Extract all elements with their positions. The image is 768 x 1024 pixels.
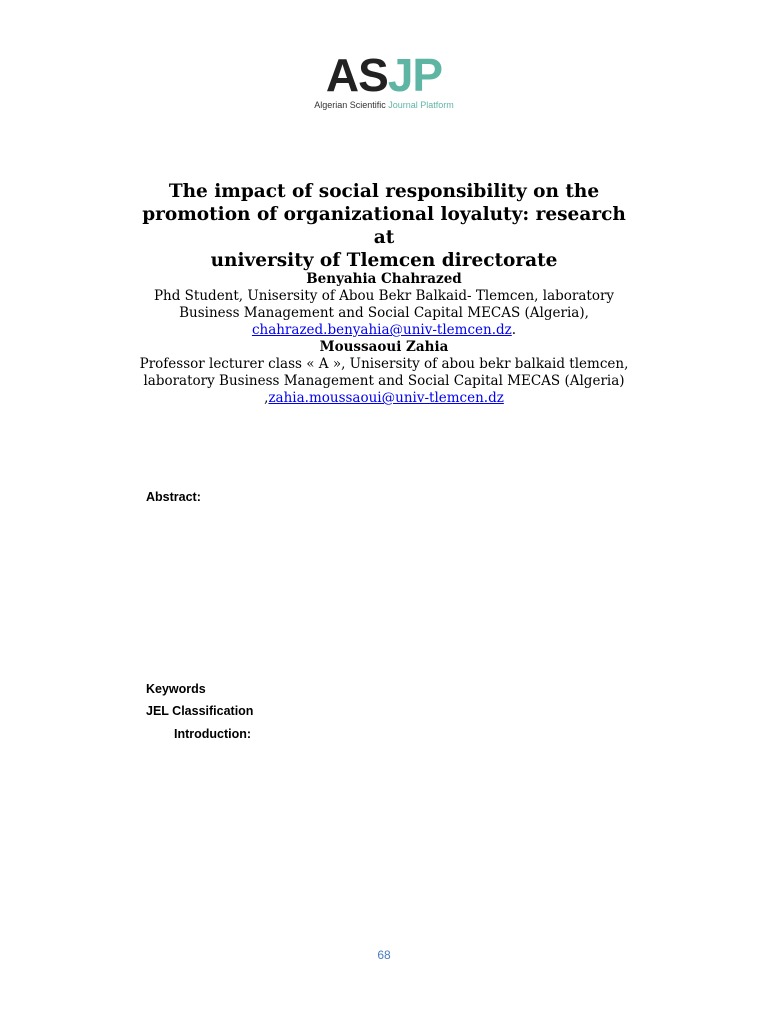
author-email-line <box>120 390 648 407</box>
author-affiliation: Professor lecturer class « A », Unisersity of abou bekr balkaid tlemcen, <box>139 356 629 372</box>
author-name: Moussaoui Zahia <box>319 339 449 355</box>
title-line-1: The impact of social responsibility on the <box>168 181 600 202</box>
author-email-link[interactable]: chahrazed.benyahia@univ-tlemcen.dz <box>251 322 512 338</box>
author-affiliation: Phd Student, Unisersity of Abou Bekr Balkaid- Tlemcen, laboratory <box>153 288 615 304</box>
logo-wordmark <box>0 49 768 101</box>
email-prefix: , <box>264 390 269 406</box>
author-affiliation: Business Management and Social Capital MECAS (Algeria), <box>179 305 589 321</box>
author-block <box>120 271 648 407</box>
logo-part-jp: JP <box>387 49 443 101</box>
abstract-heading: Abstract: <box>146 490 201 504</box>
page-number: 68 <box>377 948 391 962</box>
title-line-2: promotion of organizational loyaluty: research at <box>142 204 626 248</box>
email-suffix: . <box>511 322 517 338</box>
title-line-3: university of Tlemcen directorate <box>210 250 558 271</box>
author-name: Benyahia Chahrazed <box>306 271 462 287</box>
author-email-line <box>120 322 648 339</box>
author-affiliation: laboratory Business Management and Social Capital MECAS (Algeria) <box>143 373 625 389</box>
logo-subtitle <box>0 100 768 111</box>
logo-subtitle-b: Journal Platform <box>388 100 454 110</box>
author-email-link[interactable]: zahia.moussaoui@univ-tlemcen.dz <box>268 390 504 406</box>
asjp-logo <box>0 49 768 111</box>
paper-title <box>130 180 638 272</box>
logo-part-as: AS <box>325 49 388 101</box>
jel-heading: JEL Classification <box>146 704 254 718</box>
keywords-heading: Keywords <box>146 682 206 696</box>
logo-subtitle-a: Algerian Scientific <box>314 100 389 110</box>
introduction-heading: Introduction: <box>174 727 252 741</box>
